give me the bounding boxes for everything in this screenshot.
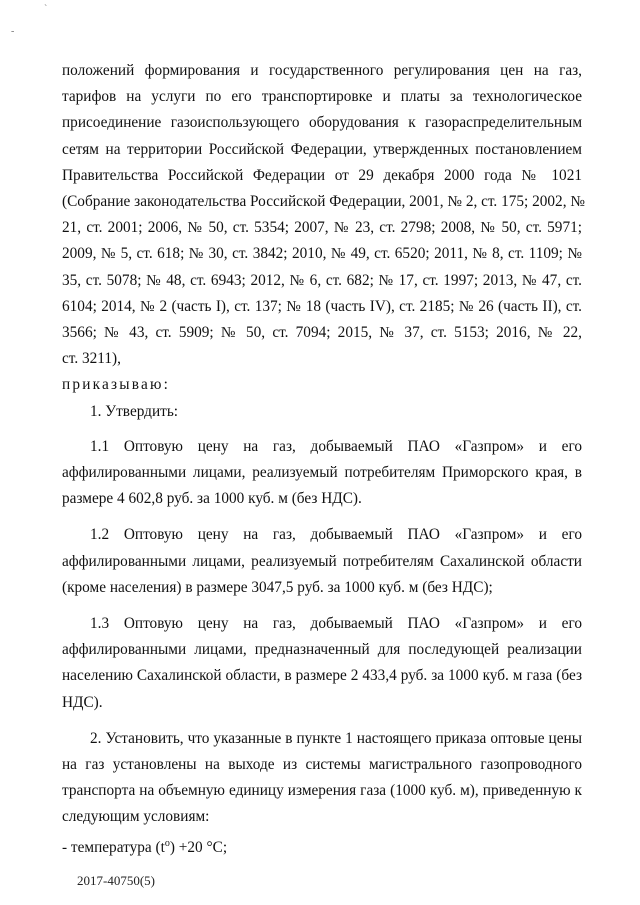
text-line: аффилированными лицами, реализуемый потребителям Сахалинской области [62, 552, 582, 570]
item-1-1 [62, 434, 582, 513]
text-line: 2009, № 5, ст. 618; № 30, ст. 3842; 2010, № 49, ст. 6520; 2011, № 8, ст. 1109; № [62, 245, 582, 263]
paragraph-legal-basis [62, 58, 585, 372]
text-line: НДС). [62, 693, 103, 711]
text-line: (кроме населения) в размере 3047,5 руб. за 1000 куб. м (без НДС); [62, 578, 493, 596]
text-line: - температура $(t^o) +20$ °С; [62, 837, 228, 856]
text-line: на газ установлены на выходе из системы магистрального газопроводного [62, 756, 582, 774]
text-line: аффилированными лицами, предназначенный для последующей реализации [62, 641, 582, 659]
document-code: 2017-40750(5) [77, 873, 155, 888]
text-line: следующим условиям: [62, 808, 210, 826]
text-line: населению Сахалинской области, в размере 2 433,4 руб. за 1000 куб. м газа (без [62, 667, 582, 685]
text-line: транспорта на объемную единицу измерения газа (1000 куб. м), приведенную к [62, 782, 582, 800]
text-line: аффилированными лицами, реализуемый потребителям Приморского края, в [62, 464, 582, 482]
text-line: Правительства Российской Федерации от 29 декабря 2000 года № 1021 [62, 166, 582, 184]
text-line: 3566; № 43, ст. 5909; № 50, ст. 7094; 2015, № 37, ст. 5153; 2016, № 22, [62, 324, 582, 342]
text-line: присоединение газоиспользующего оборудования к газораспределительным [62, 114, 582, 132]
text-line: 6104; 2014, № 2 (часть I), ст. 137; № 18 (часть IV), ст. 2185; № 26 (часть II), ст. [62, 297, 582, 315]
text-line: положений формирования и государственного регулирования цен на газ, [62, 62, 582, 79]
scan-mark: ` [44, 4, 48, 15]
scan-mark: - [11, 26, 15, 37]
item-1-2 [62, 522, 582, 601]
text-line: 1.3 Оптовую цену на газ, добываемый ПАО «Газпром» и его [90, 615, 582, 633]
item-1-heading [62, 399, 582, 425]
text-line: тарифов на услуги по его транспортировке и платы за технологическое [62, 88, 582, 106]
condition-temperature [62, 831, 582, 861]
text-line: 35, ст. 5078; № 48, ст. 6943; 2012, № 6, ст. 682; № 17, ст. 1997; 2013, № 47, ст. [62, 271, 582, 289]
text-line: размере 4 602,8 руб. за 1000 куб. м (без НДС). [62, 490, 362, 508]
text-line: 21, ст. 2001; 2006, № 50, ст. 5354; 2007, № 23, ст. 2798; 2008, № 50, ст. 5971; [62, 219, 582, 237]
text-line: 2. Установить, что указанные в пункте 1 настоящего приказа оптовые цены [90, 729, 582, 747]
document-body [62, 58, 585, 861]
order-word [62, 372, 582, 398]
text-line: сетям на территории Российской Федерации, утвержденных постановлением [62, 140, 582, 158]
item-1-3 [62, 611, 582, 716]
text-line: (Собрание законодательства Российской Федерации, 2001, № 2, ст. 175; 2002, № [62, 193, 585, 211]
text-line: ст. 3211), [62, 350, 121, 368]
text-line: приказываю: [62, 376, 171, 394]
item-2 [62, 726, 582, 831]
text-line: 1.1 Оптовую цену на газ, добываемый ПАО «Газпром» и его [90, 437, 582, 455]
text-line: 1. Утвердить: [90, 402, 179, 420]
text-line: 1.2 Оптовую цену на газ, добываемый ПАО «Газпром» и его [90, 526, 582, 544]
